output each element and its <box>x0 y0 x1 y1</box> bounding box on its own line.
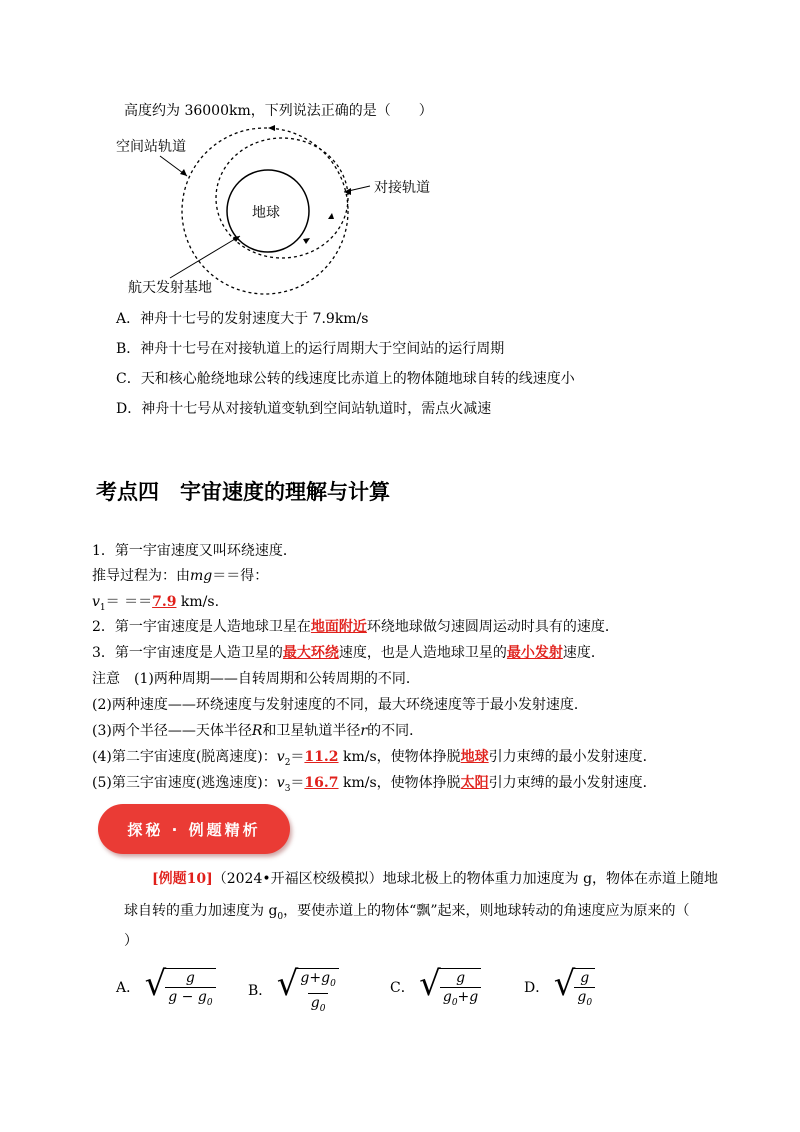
example-tag: [例题10] <box>152 871 213 887</box>
note4-post: 引力束缚的最小发射速度． <box>488 749 657 765</box>
v1-eq: ＝ ＝＝ <box>105 594 153 610</box>
d-den-sub: 0 <box>586 997 593 1008</box>
option-c: C．天和核心舱绕地球公转的线速度比赤道上的物体随地球自转的线速度小 <box>116 371 575 387</box>
b-den-sub: 0 <box>319 1003 326 1014</box>
note-5: (5)第三宇宙速度(逃逸速度)：$v_3=16.7$ km/s，使物体挣脱太阳引力束缚的最小发射速度． <box>92 775 657 794</box>
label-earth: 地球 <box>252 205 280 221</box>
note3-post: 的不同． <box>367 723 424 739</box>
b-num-sub: 0 <box>330 978 336 989</box>
leader-line-base <box>170 236 240 278</box>
b-den: g <box>310 994 320 1011</box>
derive-mg: mg <box>190 568 213 584</box>
note4-pre: (4)第二宇宙速度(脱离速度)： <box>92 749 277 765</box>
label-space-station-orbit: 空间站轨道 <box>116 139 186 155</box>
option2-b-label: B． <box>248 982 273 999</box>
option-d: D．神舟十七号从对接轨道变轨到空间站轨道时，需点火减速 <box>116 401 492 417</box>
note5-value: 16.7 <box>304 775 339 791</box>
example-text-1: （2024•开福区校级模拟）地球北极上的物体重力加速度为 g，物体在赤道上随地 <box>212 871 719 887</box>
note-2: (2)两种速度——环绕速度与发射速度的不同，最大环绕速度等于最小发射速度． <box>92 697 588 713</box>
note-3 <box>92 720 423 740</box>
orbit-arrow-icon <box>328 213 334 219</box>
label-launch-base: 航天发射基地 <box>128 280 212 296</box>
point-1-derivation <box>92 565 268 585</box>
note5-mid: km/s，使物体挣脱 <box>338 775 461 791</box>
v1-value: 7.9 <box>152 594 177 610</box>
derive-end: ＝＝得： <box>212 568 269 584</box>
option2-c-label: C． <box>390 979 415 996</box>
b-num: g+g <box>300 970 331 986</box>
orbit-arrow-icon <box>268 125 275 131</box>
note4-key: 地球 <box>460 749 489 765</box>
label-docking-orbit: 对接轨道 <box>374 180 430 196</box>
option-a: A．神舟十七号的发射速度大于 7.9km/s <box>116 311 369 327</box>
note3-r: r <box>360 723 368 739</box>
point-1: 1．第一宇宙速度又叫环绕速度． <box>92 543 297 559</box>
option2-a-label: A． <box>116 979 141 996</box>
p2-key: 地面附近 <box>310 619 367 635</box>
example-badge: 探秘 · 例题精析 <box>98 804 290 854</box>
option2-d-label: D． <box>524 979 550 996</box>
example-line-3: ） <box>124 933 138 949</box>
derive-text: 推导过程为：由 <box>92 568 190 584</box>
point-1-value: $v_1= ==7.9$ km/s. <box>92 594 220 613</box>
c-den-sub: 0 <box>451 997 458 1008</box>
sqrt-d: √ $\frac{g}{g_0}$ <box>554 964 595 1012</box>
example-sub: 0 <box>277 911 284 922</box>
example-line-1 <box>152 868 718 888</box>
note4-eq: ＝ <box>290 749 305 765</box>
question-tail: 高度约为 36000km，下列说法正确的是（ ） <box>124 103 433 119</box>
note-1: 注意 (1)两种周期——自转周期和公转周期的不同． <box>92 671 420 687</box>
sqrt-c: √ $\frac{g}{g_0+g}$ <box>419 964 481 1012</box>
a-den-sub: 0 <box>206 997 213 1008</box>
note4-mid: km/s，使物体挣脱 <box>338 749 461 765</box>
option2-b <box>248 964 339 1018</box>
c-num: g <box>456 970 466 986</box>
option2-c <box>390 964 481 1012</box>
c-den-tail: +g <box>457 989 479 1005</box>
a-num: g <box>185 970 195 986</box>
point-2 <box>92 616 619 636</box>
v1-unit: km/s. <box>176 594 220 610</box>
p3-mid: 速度，也是人造地球卫星的 <box>338 645 507 661</box>
p3-key1: 最大环绕 <box>282 645 339 661</box>
note5-eq: ＝ <box>290 775 305 791</box>
example-line-2 <box>124 900 689 922</box>
option2-d <box>524 964 595 1012</box>
note5-key: 太阳 <box>460 775 489 791</box>
note5-pre: (5)第三宇宙速度(逃逸速度)： <box>92 775 277 791</box>
example-text-2-end: ，要使赤道上的物体“飘”起来，则地球转动的角速度应为原来的（ <box>283 903 690 919</box>
note-4: (4)第二宇宙速度(脱离速度)：$v_2=11.2$ km/s，使物体挣脱地球引力束缚的最小发射速度． <box>92 749 657 768</box>
option-b: B．神舟十七号在对接轨道上的运行周期大于空间站的运行周期 <box>116 341 505 357</box>
d-den: g <box>577 989 587 1005</box>
note5-post: 引力束缚的最小发射速度． <box>488 775 657 791</box>
orbit-arrow-icon <box>303 238 310 244</box>
example-text-2: 球自转的重力加速度为 g <box>124 903 278 919</box>
note3-R: R <box>251 723 263 739</box>
point-3 <box>92 642 605 662</box>
p3-pre: 3．第一宇宙速度是人造卫星的 <box>92 645 283 661</box>
p2-post: 环绕地球做匀速圆周运动时具有的速度． <box>366 619 619 635</box>
p3-post: 速度． <box>562 645 605 661</box>
section-title: 考点四 宇宙速度的理解与计算 <box>96 480 390 504</box>
note3-mid: 和卫星轨道半径 <box>262 723 361 739</box>
note3-pre: (3)两个半径——天体半径 <box>92 723 252 739</box>
d-num: g <box>580 970 590 986</box>
p3-key2: 最小发射 <box>506 645 563 661</box>
p2-pre: 2．第一宇宙速度是人造地球卫星在 <box>92 619 311 635</box>
note4-value: 11.2 <box>304 749 339 765</box>
option2-a <box>116 964 216 1012</box>
sqrt-b: √ $\frac{g+g_0}{g_0}$ <box>277 964 339 1018</box>
c-den: g <box>442 989 452 1005</box>
a-den: g − g <box>168 989 207 1005</box>
sqrt-a: √ $\frac{g}{g - g_0}$ <box>145 964 216 1012</box>
